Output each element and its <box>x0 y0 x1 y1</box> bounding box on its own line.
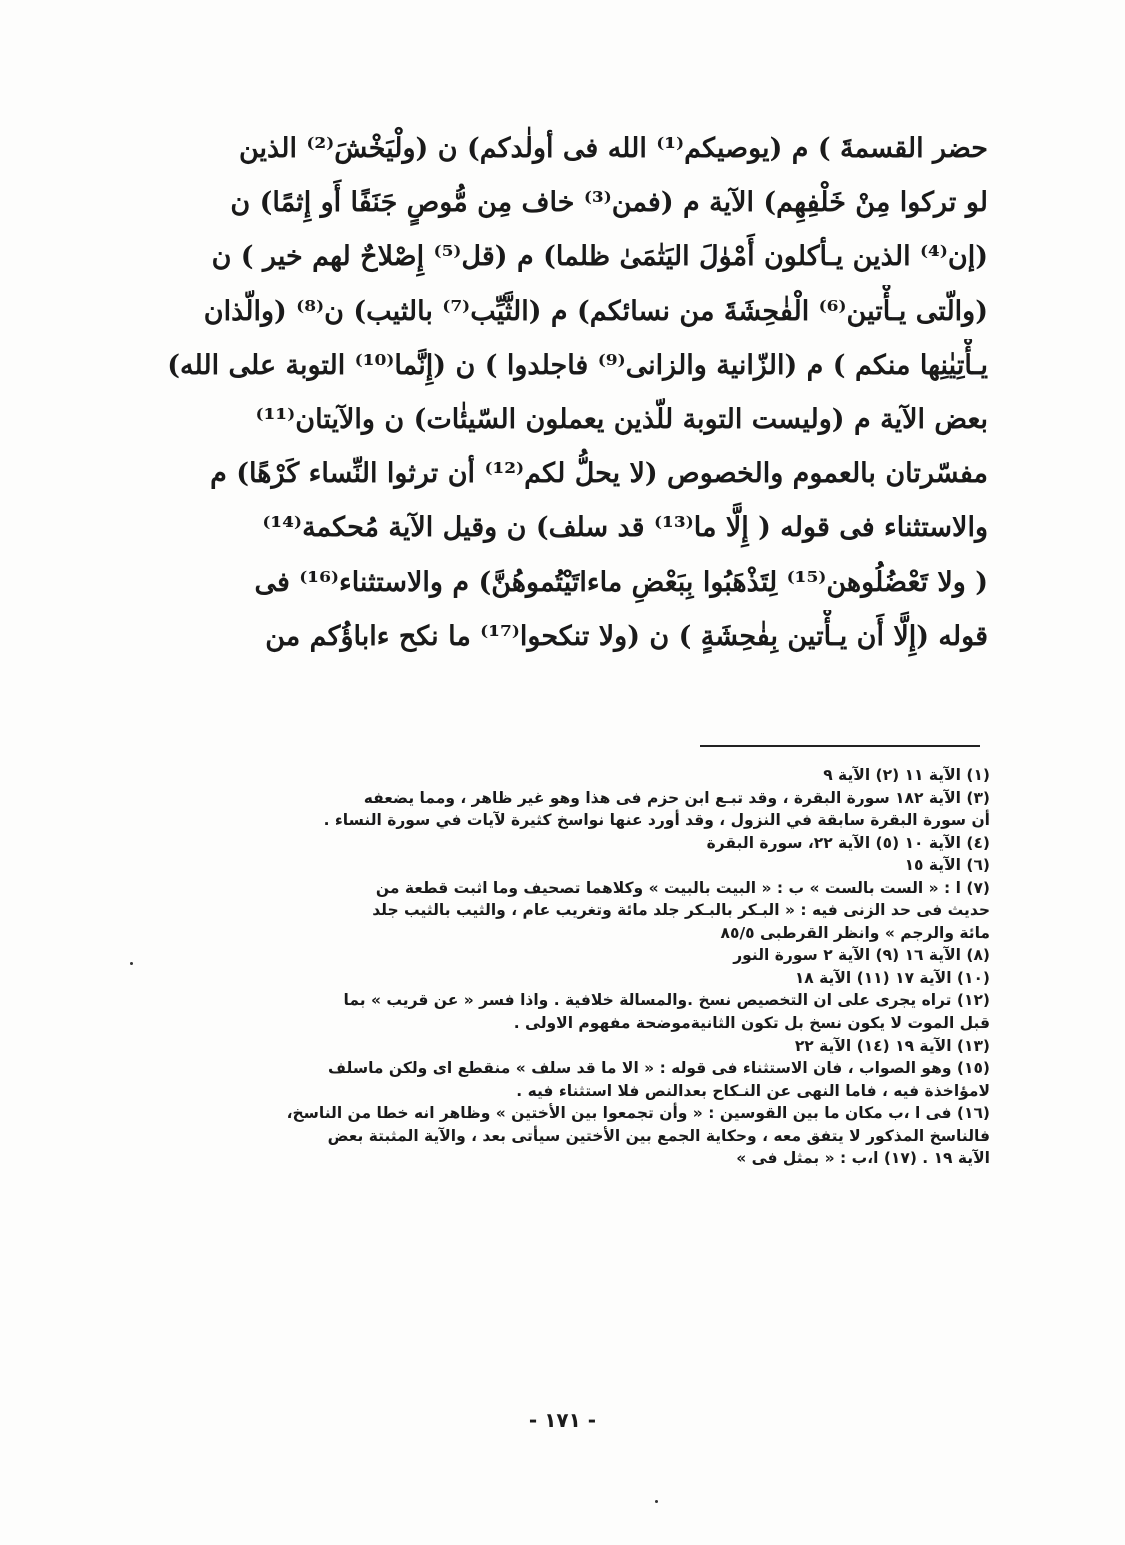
footnote-line: (١٥) وهو الصواب ، فان الاستثناء فى قوله : « الا ما قد سلف » منقطع اى ولكن ماسلف <box>328 1059 990 1078</box>
footnote-line: (١) الآية ١١ (٢) الآية ٩ <box>823 766 990 784</box>
footnote-line: (٤) الآية ١٠ (٥) الآية ٢٢، سورة البقرة <box>706 833 990 852</box>
footnote-line: أن سورة البقرة سابقة في النزول ، وقد أورد عنها نواسخ كثيرة لآيات في سورة النساء . <box>323 811 990 830</box>
footnote-line: (٣) الآية ١٨٢ سورة البقرة ، وقد تبـع ابن حزم فى هذا وهو غير ظاهر ، ومما يضعفه <box>363 788 990 807</box>
footnote-line: (١٣) الآية ١٩ (١٤) الآية ٢٢ <box>794 1036 990 1055</box>
page-number: - ١٧١ - <box>528 1408 597 1432</box>
footnote-line: (٨) الآية ١٦ (٩) الآية ٢ سورة النور <box>733 946 990 965</box>
footnote-line: (٦) الآية ١٥ <box>904 856 990 875</box>
footnote-line: لامؤاخذة فيه ، فاما النهى عن النـكاح بعدالنص فلا استثناء فيه . <box>516 1081 990 1100</box>
scan-speck <box>130 962 133 965</box>
footnote-line: (١٦) فى ا ،ب مكان ما بين القوسين : « وأن تجمعوا بين الأختين » وظاهر انه خطا من الناسخ، <box>286 1104 990 1123</box>
footnote-divider <box>700 745 980 747</box>
footnote-line: قبل الموت لا يكون نسخ بل تكون الثانيةموضحة مفهوم الاولى . <box>513 1014 990 1033</box>
main-text-line: بعض الآية م (وليست التوبة للّذين يعملون السّيئٰات) ن والآيتان⁽¹¹⁾ <box>255 403 988 435</box>
footnote-line: مائة والرجم » وانظر القرطبى ٨٥/٥ <box>720 923 990 942</box>
main-text-line: قوله (إِلَّا أَن يـأْتين بِفٰحِشَةٍ ) ن (ولا تنكحوا⁽¹⁷⁾ ما نكح ءاباؤُكم من <box>265 620 988 652</box>
main-text-block <box>148 122 988 664</box>
footnote-line: (١٠) الآية ١٧ (١١) الآية ١٨ <box>794 968 990 987</box>
main-text-line: (إن⁽⁴⁾ الذين يـأكلون أَمْوٰلَ اليَتٰمَىٰ ظلما) م (قل⁽⁵⁾ إِصْلاحٌ لهم خير ) ن <box>211 241 988 273</box>
footnote-line: الآية ١٩ . (١٧) ا،ب : « بمثل فى » <box>736 1149 990 1168</box>
main-text-line: لو تركوا مِنْ خَلْفِهِم) الآية م (فمن⁽³⁾ خاف مِن مُّوصٍ جَنَفًا أَو إِثمًا) ن <box>230 187 988 219</box>
footnote-line: (١٢) تراه يجرى على ان التخصيص نسخ .والمسالة خلافية . واذا فسر « عن قريب » بما <box>343 991 990 1010</box>
footnotes-block <box>128 764 990 1170</box>
scan-speck <box>655 1500 658 1503</box>
footnote-line: (٧) ا : « الست بالست » ب : « البيت بالبيت » وكلاهما تصحيف وما اثبت قطعة من <box>375 878 990 897</box>
main-text-line: ( ولا تَعْضُلُوهن⁽¹⁵⁾ لِتَذْهَبُوا بِبَعْضِ ماءاتَيْتُموهُنَّ) م والاستثناء⁽¹⁶⁾ فى <box>254 566 988 598</box>
main-text-line: يـأْتِيٰنِها منكم ) م (الزّانية والزانى⁽⁹⁾ فاجلدوا ) ن (إِنَّما⁽¹⁰⁾ التوبة على الله) <box>167 349 988 381</box>
main-text-line: حضر القسمةَ ) م (يوصيكم⁽¹⁾ الله فى أولٰدكم) ن (ولْيَخْشَ⁽²⁾ الذين <box>238 133 988 164</box>
main-text-line: مفسّرتان بالعموم والخصوص (لا يحلُّ لكم⁽¹²⁾ أن ترثوا النِّساء كَرْهًا) م <box>210 458 988 490</box>
footnote-line: حديث فى حد الزنى فيه : « البـكر بالبـكر جلد مائة وتغريب عام ، والثيب بالثيب جلد <box>372 901 990 920</box>
main-text-line: والاستثناء فى قوله ( إِلَّا ما⁽¹³⁾ قد سلف) ن وقيل الآية مُحكمة⁽¹⁴⁾ <box>262 512 988 544</box>
footnote-line: فالناسخ المذكور لا يتفق معه ، وحكاية الجمع بين الأختين سيأتى بعد ، والآية المثبتة بعض <box>327 1126 990 1145</box>
main-text-line: (والّتى يـأْتين⁽⁶⁾ الْفٰحِشَةَ من نسائكم) م (الثَّيِّب⁽⁷⁾ بالثيب) ن⁽⁸⁾ (والّذان <box>203 295 988 327</box>
